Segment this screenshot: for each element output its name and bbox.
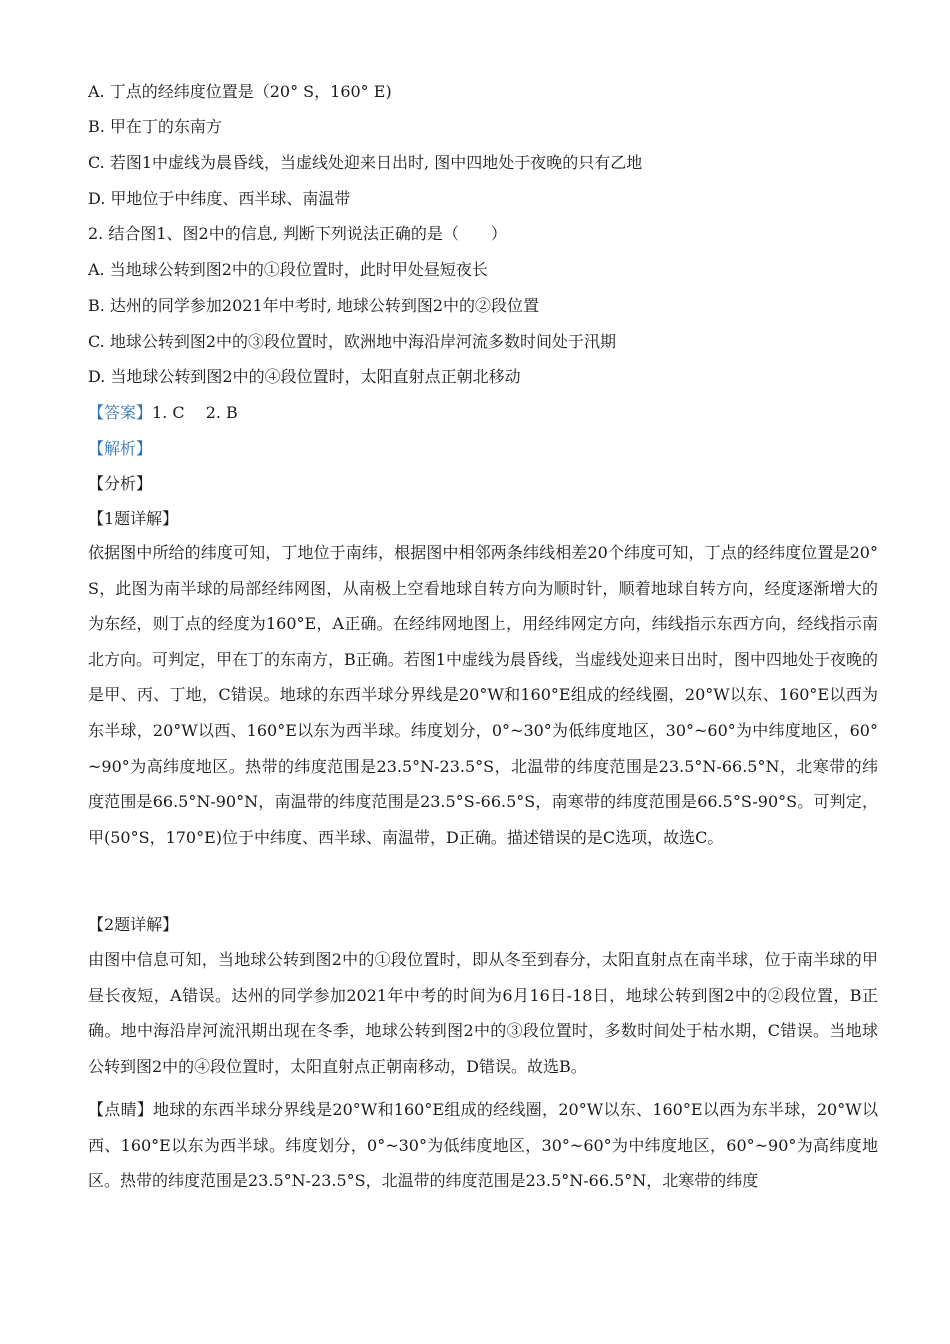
dianjing-text: 地球的东西半球分界线是20°W和160°E组成的经线圈，20°W以东、160°E以西为东半球，20°W以西、160°E以东为西半球。纬度划分，0°~30°为低纬度地区，30°~60°为中纬度地区，60°~90°为高纬度地区。热带的纬度范围是23.5°N-23.5°S，北温带的纬度范围是23.5°N-66.5°N，北寒带的纬度 (88, 1100, 878, 1191)
answer-label: 【答案】 (88, 403, 153, 422)
detail1-text: 依据图中所给的纬度可知，丁地位于南纬，根据图中相邻两条纬线相差20个纬度可知，丁点的经纬度位置是20°S，此图为南半球的局部经纬网图，从南极上空看地球自转方向为顺时针，顺着地球自转方向，经度逐渐增大的为东经，则丁点的经度为160°E，A正确。在经纬网地图上，用经纬网定方向，纬线指示东西方向，经线指示南北方向。可判定，甲在丁的东南方，B正确。若图1中虚线为晨昏线，当虚线处迎来日出时，图中四地处于夜晚的是甲、丙、丁地，C错误。地球的东西半球分界线是20°W和160°E组成的经线圈，20°W以东、160°E以西为东半球，20°W以西、160°E以东为西半球。纬度划分，0°~30°为低纬度地区，30°~60°为中纬度地区，60°~90°为高纬度地区。热带的纬度范围是23.5°N-23.5°S，北温带的纬度范围是23.5°N-66.5°N，北寒带的纬度范围是66.5°N-90°N，南温带的纬度范围是23.5°S-66.5°S，南寒带的纬度范围是66.5°S-90°S。可判定，甲(50°S，170°E)位于中纬度、西半球、南温带，D正确。描述错误的是C选项，故选C。 (88, 543, 878, 847)
q2-option-a: A. 当地球公转到图2中的①段位置时，此时甲处昼短夜长 (88, 260, 488, 279)
answer-line (88, 403, 238, 423)
q2-option-b: B. 达州的同学参加2021年中考时, 地球公转到图2中的②段位置 (88, 296, 540, 315)
question-2: 2. 结合图1、图2中的信息, 判断下列说法正确的是（ ） (88, 224, 507, 243)
dianjing-paragraph (88, 1092, 878, 1199)
dianjing-label: 【点睛】 (88, 1100, 154, 1119)
answer-text: 1. C 2. B (152, 403, 238, 422)
q1-option-d: D. 甲地位于中纬度、西半球、南温带 (88, 189, 351, 208)
q1-option-b: B. 甲在丁的东南方 (88, 117, 222, 136)
fenxi-label: 【分析】 (88, 474, 153, 493)
analysis-label: 【解析】 (88, 439, 153, 458)
detail2-text: 由图中信息可知，当地球公转到图2中的①段位置时，即从冬至到春分，太阳直射点在南半球，位于南半球的甲昼长夜短，A错误。达州的同学参加2021年中考的时间为6月16日-18日，地球公转到图2中的②段位置，B正确。地中海沿岸河流汛期出现在冬季，地球公转到图2中的③段位置时，多数时间处于枯水期，C错误。当地球公转到图2中的④段位置时，太阳直射点正朝南移动，D错误。故选B。 (88, 950, 878, 1076)
q2-option-c: C. 地球公转到图2中的③段位置时，欧洲地中海沿岸河流多数时间处于汛期 (88, 332, 617, 351)
q2-option-d: D. 当地球公转到图2中的④段位置时，太阳直射点正朝北移动 (88, 367, 521, 386)
q1-option-a: A. 丁点的经纬度位置是（20° S，160° E) (88, 82, 392, 101)
detail1-title: 【1题详解】 (88, 509, 179, 528)
detail2-title: 【2题详解】 (88, 915, 179, 934)
q1-option-c: C. 若图1中虚线为晨昏线，当虚线处迎来日出时, 图中四地处于夜晚的只有乙地 (88, 153, 643, 172)
